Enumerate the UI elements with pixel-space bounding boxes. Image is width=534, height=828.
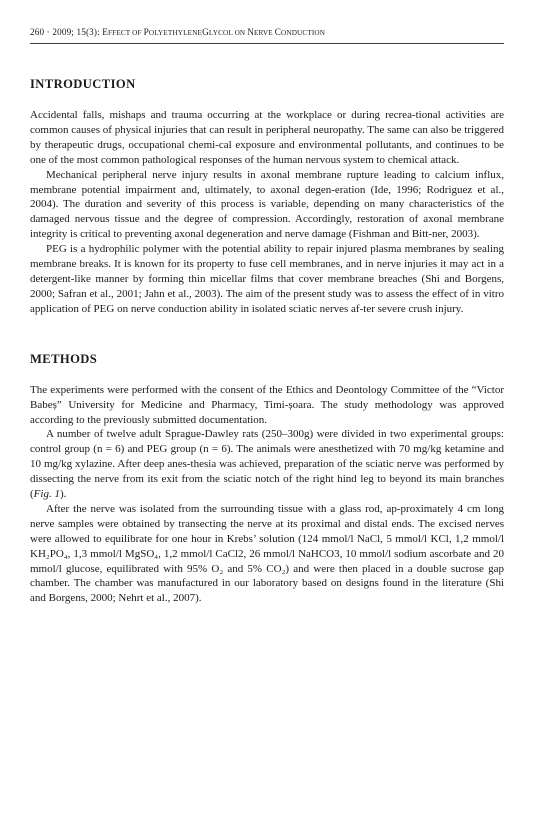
title-part: E: [102, 27, 109, 37]
methods-paragraph: [30, 427, 504, 502]
figure-reference: Fig. 1: [33, 488, 60, 501]
introduction-paragraph: Mechanical peripheral nerve injury results in axonal membrane rupture leading to calcium influx, membrane potential impairment and, ultimately, to axonal degen-eration (Ide, 1996; Rodriguez et al., 2004). The duration and severity of this process is variable, depending on many characteristics of the damaged nervous tissue and the degree of compression. Accordingly, restoration of axonal membrane integrity is critical to preventing axonal degeneration and nerve damage (Fishman and Bitt-ner, 2003).: [30, 168, 504, 241]
title-part: FFECT OF: [108, 29, 144, 37]
title-part: LYCOL ON: [208, 29, 248, 37]
title-part: ONDUCTION: [281, 29, 326, 37]
methods-paragraph: After the nerve was isolated from the surrounding tissue with a glass rod, ap-proximately 4 cm long nerve samples were obtained by transecting the nerve at its proximal and distal ends. The excised nerves were allowed to equilibrate for one hour in Krebs’ solution (124 mmol/l NaCl, 5 mmol/l KCl, 1,2 mmol/l KH₂PO₄, 1,3 mmol/l MgSO₄, 1,2 mmol/l CaCl2, 26 mmol/l NaHCO3, 10 mmol/l sodium ascorbate and 20 mmol/l glucose, equilibrated with 95% O₂ and 5% CO₂) and were then placed in a double sucrose gap chamber. The chamber was manufactured in our laboratory based on designs found in the literature (Shi and Borgens, 2000; Nehrt et al., 2007).: [30, 502, 504, 605]
title-part: ERVE: [254, 29, 275, 37]
methods-body: [30, 383, 504, 607]
methods-paragraph: The experiments were performed with the consent of the Ethics and Deontology Committee of the “Victor Babeș” University for Medicine and Pharmacy, Timi-șoara. The study methodology was approved according to the previously submitted documentation.: [30, 383, 504, 426]
title-part: N: [247, 27, 254, 37]
running-header-prefix: 260 · 2009; 15(3):: [30, 27, 103, 37]
introduction-body: [30, 108, 504, 317]
methods-heading: METHODS: [30, 351, 98, 366]
introduction-paragraph: PEG is a hydrophilic polymer with the potential ability to repair injured plasma membranes by sealing membrane breaks. It is known for its property to fuse cell membranes, and in nerve injuries it may act in a detergent-like manner by forming thin micellar films that cover membrane breaches (Shi and Borgens, 2000; Safran et al., 2001; Jahn et al., 2003). The aim of the present study was to assess the effect of in vitro application of PEG on nerve conduction ability in isolated sciatic nerves af-ter severe crush injury.: [30, 243, 504, 315]
article-page: [30, 26, 504, 606]
header-rule: [30, 43, 504, 44]
introduction-paragraph: Accidental falls, mishaps and trauma occurring at the workplace or during recrea-tional activities are common causes of physical injuries that can result in peripheral neuropathy. The same can also be triggered by therapeutic drugs, occupational chemi-cal exposure and environmental pollutants, and continues to be one of the most common pathological responses of the human nervous system to chemical attack.: [30, 109, 504, 166]
running-header: [30, 26, 504, 38]
title-part: G: [202, 27, 209, 37]
introduction-heading: INTRODUCTION: [30, 77, 136, 91]
title-part: C: [274, 27, 282, 37]
methods-paragraph-end: ).: [59, 488, 67, 501]
running-header-title: [102, 27, 325, 37]
title-part: OLYETHYLENE: [148, 29, 203, 37]
title-part: P: [143, 27, 149, 37]
methods-paragraph-text: A number of twelve adult Sprague-Dawley rats (250–300g) were divided in two experimental groups: control group (n = 6) and PEG group (n = 6). The animals were anesthetized with 70 mg/kg ketamine and 10 mg/kg xylazine. After deep anes-thesia was achieved, preparation of the sciatic nerve was performed by dissecting the nerve from its exit from the sciatic notch of the right hind leg to beyond its main branches (: [30, 428, 504, 501]
